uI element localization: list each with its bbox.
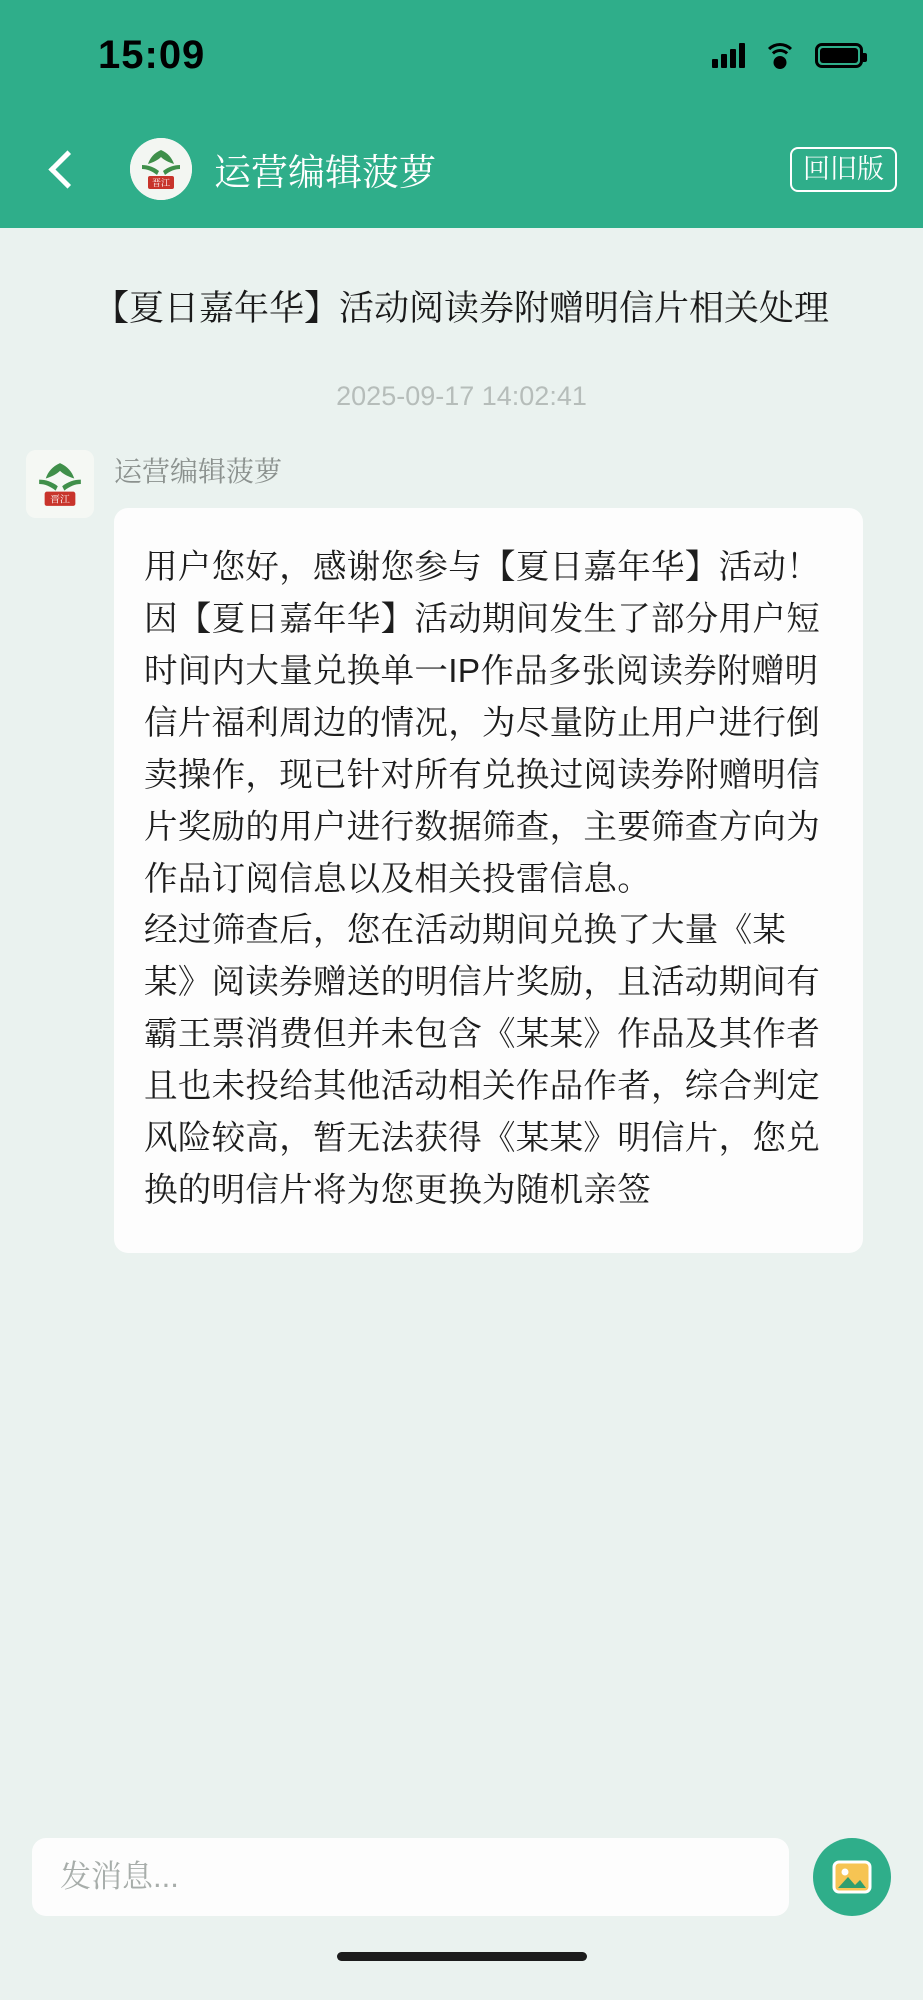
message-paragraph-1: 用户您好，感谢您参与【夏日嘉年华】活动！ [144,549,820,586]
wifi-icon [763,42,797,68]
avatar-image [130,138,192,200]
avatar[interactable] [130,138,192,200]
sender-avatar[interactable] [26,450,94,518]
image-icon [832,1859,872,1895]
message-list[interactable] [0,228,923,1802]
image-button[interactable] [813,1838,891,1916]
battery-icon [815,43,863,68]
sender-name: 运营编辑菠萝 [114,456,283,487]
message-bubble[interactable] [114,508,863,1253]
page-title: 运营编辑菠萝 [214,152,436,193]
back-button[interactable] [32,138,94,200]
message-timestamp: 2025-09-17 14:02:41 [336,381,587,411]
old-version-button[interactable]: 回旧版 [790,147,897,192]
status-bar [0,0,923,110]
message-input[interactable] [32,1838,789,1916]
message-paragraph-2: 因【夏日嘉年华】活动期间发生了部分用户短时间内大量兑换单一IP作品多张阅读券附赠明信片福利周边的情况，为尽量防止用户进行倒卖操作，现已针对所有兑换过阅读券附赠明信片奖励的用户进行数据筛查，主要筛查方向为作品订阅信息以及相关投雷信息。 [144,600,820,898]
avatar-image [26,450,94,518]
home-indicator [337,1952,587,1961]
message-composer [0,1802,923,1952]
nav-bar [0,110,923,228]
message-body [114,450,863,1253]
signal-icon [712,42,745,68]
home-indicator-area [0,1952,923,2000]
status-icons [712,42,863,68]
svg-text:晋江: 晋江 [50,494,70,506]
message-title: 【夏日嘉年华】活动阅读券附赠明信片相关处理 [93,289,829,328]
svg-text:晋江: 晋江 [151,178,171,188]
message-paragraph-3: 经过筛查后，您在活动期间兑换了大量《某某》阅读券赠送的明信片奖励，且活动期间有霸王票消费但并未包含《某某》作品及其作者且也未投给其他活动相关作品作者，综合判定风险较高，暂无法获得《某某》明信片，您兑换的明信片将为您更换为随机亲签 [144,912,820,1210]
chevron-left-icon [48,150,86,188]
status-time: 15:09 [98,32,206,77]
message-item [0,412,923,1253]
